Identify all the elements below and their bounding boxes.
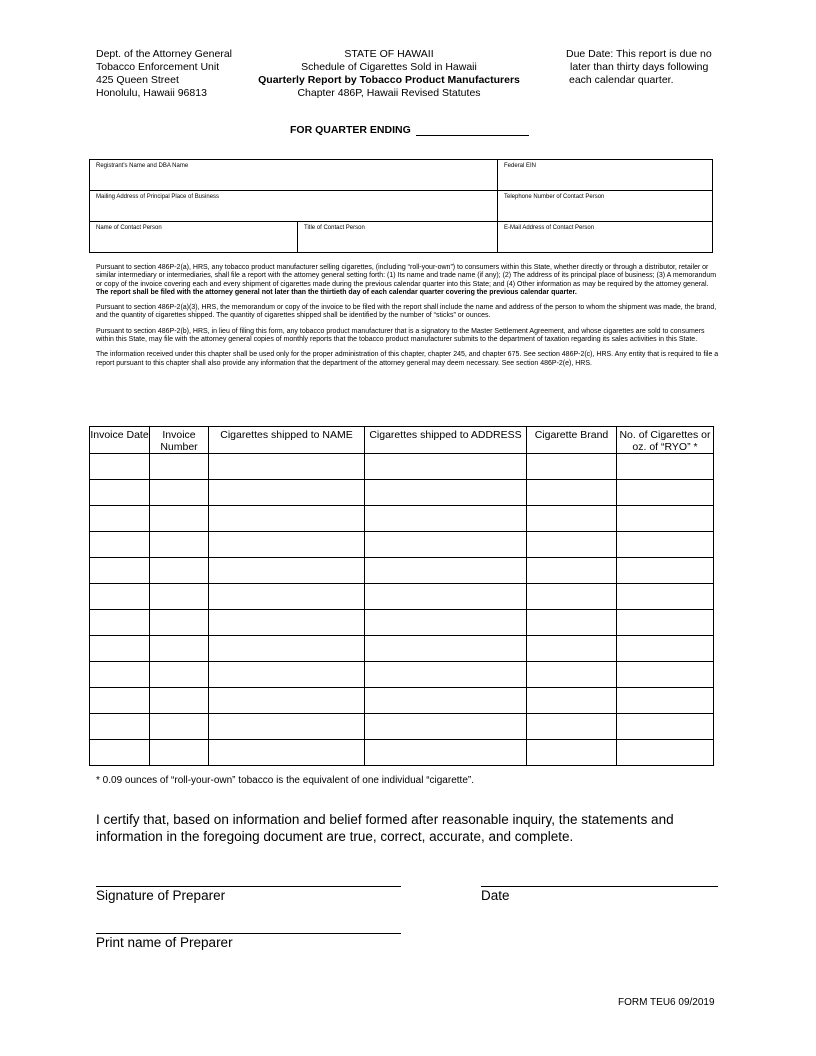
- statutory-text: [96, 264, 722, 375]
- federal-ein-label: Federal EIN: [504, 163, 537, 169]
- paragraph: The information received under this chapter shall be used only for the proper administration of this chapter, chapter 245, and chapter 675. See section 486P-2(c), HRS. Any entity that is required to file a report pursuant to this chapter shall also provide any information that the department of the attorney general may deem necessary. See section 486P-2(e), HRS.: [96, 351, 719, 367]
- signature-label: Signature of Preparer: [96, 888, 226, 903]
- ryo-footnote: * 0.09 ounces of “roll-your-own” tobacco is the equivalent of one individual “cigarette”.: [96, 775, 474, 786]
- table-cell[interactable]: [209, 532, 365, 558]
- table-cell[interactable]: [365, 480, 527, 506]
- table-cell[interactable]: [209, 740, 365, 766]
- print-name-line[interactable]: [96, 919, 401, 934]
- contact-title-field[interactable]: [298, 222, 498, 252]
- table-cell[interactable]: [617, 688, 714, 714]
- column-header: Cigarettes shipped to ADDRESS: [365, 427, 527, 454]
- table-row: [90, 558, 714, 584]
- schedule-title: Schedule of Cigarettes Sold in Hawaii: [301, 61, 477, 73]
- column-header: Cigarette Brand: [527, 427, 617, 454]
- table-cell[interactable]: [617, 636, 714, 662]
- table-cell[interactable]: [365, 740, 527, 766]
- table-cell[interactable]: [90, 714, 150, 740]
- table-cell[interactable]: [527, 480, 617, 506]
- table-cell[interactable]: [90, 610, 150, 636]
- table-cell[interactable]: [527, 558, 617, 584]
- table-cell[interactable]: [90, 688, 150, 714]
- table-cell[interactable]: [527, 610, 617, 636]
- signature-line[interactable]: [96, 872, 401, 887]
- column-header: Cigarettes shipped to NAME: [209, 427, 365, 454]
- table-cell[interactable]: [365, 610, 527, 636]
- agency-line: Dept. of the Attorney General: [96, 48, 232, 60]
- table-cell[interactable]: [209, 714, 365, 740]
- table-cell[interactable]: [209, 454, 365, 480]
- paragraph: Pursuant to section 486P-2(a)(3), HRS, the memorandum or copy of the invoice to be filed with the report shall include the name and address of the person to whom the shipment was made, the brand, and the quantity of cigarettes shipped. The quantity of cigarettes shipped shall be identified by the number of “sticks” or ounces.: [96, 304, 717, 320]
- telephone-label: Telephone Number of Contact Person: [504, 194, 605, 200]
- table-cell[interactable]: [209, 636, 365, 662]
- due-date-note: [566, 48, 726, 87]
- table-cell[interactable]: [365, 688, 527, 714]
- table-cell[interactable]: [617, 584, 714, 610]
- table-cell[interactable]: [150, 688, 209, 714]
- form-title-block: [248, 48, 530, 100]
- table-row: [90, 714, 714, 740]
- table-row: [90, 584, 714, 610]
- table-cell[interactable]: [617, 480, 714, 506]
- due-date-line: Due Date: This report is due no: [566, 48, 712, 60]
- table-cell[interactable]: [209, 584, 365, 610]
- telephone-field[interactable]: [498, 191, 712, 222]
- agency-line: Tobacco Enforcement Unit: [96, 61, 220, 73]
- table-row: [90, 610, 714, 636]
- table-cell[interactable]: [90, 662, 150, 688]
- table-cell[interactable]: [209, 558, 365, 584]
- certification-statement: I certify that, based on information and belief formed after reasonable inquiry, the statements and information in the foregoing document are true, correct, accurate, and complete.: [96, 812, 674, 844]
- table-cell[interactable]: [617, 662, 714, 688]
- table-cell[interactable]: [365, 532, 527, 558]
- table-cell[interactable]: [617, 506, 714, 532]
- table-cell[interactable]: [150, 584, 209, 610]
- mailing-address-label: Mailing Address of Principal Place of Business: [96, 194, 220, 200]
- table-cell[interactable]: [527, 532, 617, 558]
- table-cell[interactable]: [527, 584, 617, 610]
- table-row: [90, 636, 714, 662]
- table-cell[interactable]: [365, 714, 527, 740]
- table-cell[interactable]: [617, 714, 714, 740]
- table-cell[interactable]: [527, 688, 617, 714]
- quarter-ending-label: FOR QUARTER ENDING: [290, 124, 411, 136]
- table-cell[interactable]: [150, 558, 209, 584]
- table-cell[interactable]: [150, 532, 209, 558]
- column-header: Invoice Number: [150, 427, 209, 454]
- contact-email-field[interactable]: [498, 222, 712, 252]
- table-cell[interactable]: [527, 454, 617, 480]
- registrant-name-field[interactable]: [90, 160, 498, 191]
- contact-name-label: Name of Contact Person: [96, 225, 162, 231]
- table-cell[interactable]: [527, 740, 617, 766]
- table-cell[interactable]: [365, 558, 527, 584]
- table-row: [90, 662, 714, 688]
- table-row: [90, 454, 714, 480]
- paragraph-bold-text: The report shall be filed with the attorney general not later than the thirtieth day of each calendar quarter covering the previous calendar quarter.: [96, 288, 577, 296]
- table-cell[interactable]: [150, 480, 209, 506]
- table-cell[interactable]: [90, 740, 150, 766]
- table-cell[interactable]: [90, 480, 150, 506]
- contact-name-field[interactable]: [90, 222, 298, 252]
- form-id: FORM TEU6 09/2019: [618, 997, 715, 1008]
- table-row: [90, 532, 714, 558]
- due-date-line: later than thirty days following: [570, 61, 709, 73]
- table-row: [90, 688, 714, 714]
- table-cell[interactable]: [365, 506, 527, 532]
- contact-email-label: E-Mail Address of Contact Person: [504, 225, 595, 231]
- table-cell[interactable]: [617, 740, 714, 766]
- quarter-ending-field[interactable]: [416, 124, 529, 136]
- registrant-name-label: Registrant's Name and DBA Name: [96, 163, 189, 169]
- quarter-ending: [290, 124, 529, 136]
- table-cell[interactable]: [150, 506, 209, 532]
- table-cell[interactable]: [209, 506, 365, 532]
- table-cell[interactable]: [617, 454, 714, 480]
- print-name-label: Print name of Preparer: [96, 935, 233, 950]
- agency-line: Honolulu, Hawaii 96813: [96, 87, 207, 99]
- table-row: [90, 740, 714, 766]
- table-cell[interactable]: [617, 558, 714, 584]
- table-cell[interactable]: [150, 740, 209, 766]
- date-line[interactable]: [481, 872, 718, 887]
- table-cell[interactable]: [150, 636, 209, 662]
- table-cell[interactable]: [90, 636, 150, 662]
- invoice-table: [89, 426, 714, 766]
- table-cell[interactable]: [527, 506, 617, 532]
- chapter-title: Chapter 486P, Hawaii Revised Statutes: [297, 87, 481, 99]
- table-cell[interactable]: [527, 636, 617, 662]
- table-cell[interactable]: [209, 688, 365, 714]
- table-cell[interactable]: [90, 558, 150, 584]
- table-cell[interactable]: [209, 662, 365, 688]
- report-title: Quarterly Report by Tobacco Product Manufacturers: [258, 74, 520, 86]
- table-cell[interactable]: [150, 610, 209, 636]
- table-header-row: [90, 427, 714, 454]
- table-cell[interactable]: [365, 636, 527, 662]
- table-cell[interactable]: [150, 662, 209, 688]
- table-cell[interactable]: [365, 454, 527, 480]
- table-cell[interactable]: [527, 662, 617, 688]
- paragraph: [96, 264, 722, 297]
- table-cell[interactable]: [90, 532, 150, 558]
- table-row: [90, 506, 714, 532]
- table-cell[interactable]: [209, 480, 365, 506]
- table-cell[interactable]: [90, 506, 150, 532]
- column-header: Invoice Date: [90, 427, 150, 454]
- table-cell[interactable]: [365, 662, 527, 688]
- table-cell[interactable]: [150, 454, 209, 480]
- mailing-address-field[interactable]: [90, 191, 498, 222]
- table-cell[interactable]: [90, 454, 150, 480]
- table-cell[interactable]: [617, 532, 714, 558]
- date-label: Date: [481, 888, 510, 903]
- column-header: No. of Cigarettes or oz. of “RYO” *: [617, 427, 714, 454]
- table-row: [90, 480, 714, 506]
- agency-line: 425 Queen Street: [96, 74, 179, 86]
- paragraph-text: Pursuant to section 486P-2(a), HRS, any tobacco product manufacturer selling cigarettes, (including “roll-your-own”) to consumers within this State, whether directly or through a distributor, retailer or similar intermediary or intermediaries, shall file a report with the attorney general setting forth: (1) Its name and trade name (if any); (2) The address of its principal place of business; (3) A memorandum or copy of the invoice covering each and every shipment of cigarettes made during the previous calendar quarter into this State; and (4) Other information as may be required by the attorney general.: [96, 264, 717, 288]
- table-body: [90, 454, 714, 766]
- contact-title-label: Title of Contact Person: [304, 225, 365, 231]
- agency-address: [96, 48, 232, 100]
- state-title: STATE OF HAWAII: [344, 48, 434, 60]
- table-cell[interactable]: [527, 714, 617, 740]
- paragraph: Pursuant to section 486P-2(b), HRS, in lieu of filing this form, any tobacco product manufacturer that is a signatory to the Master Settlement Agreement, and whose cigarettes are sold to consumers within this State, may file with the attorney general copies of monthly reports that the tobacco product manufacturer submits to the department of taxation regarding its sales activities in this State.: [96, 327, 705, 344]
- table-cell[interactable]: [209, 610, 365, 636]
- federal-ein-field[interactable]: [498, 160, 712, 191]
- table-cell[interactable]: [365, 584, 527, 610]
- table-cell[interactable]: [150, 714, 209, 740]
- registrant-info-box: [89, 159, 713, 253]
- due-date-line: each calendar quarter.: [569, 74, 674, 86]
- table-cell[interactable]: [617, 610, 714, 636]
- table-cell[interactable]: [90, 584, 150, 610]
